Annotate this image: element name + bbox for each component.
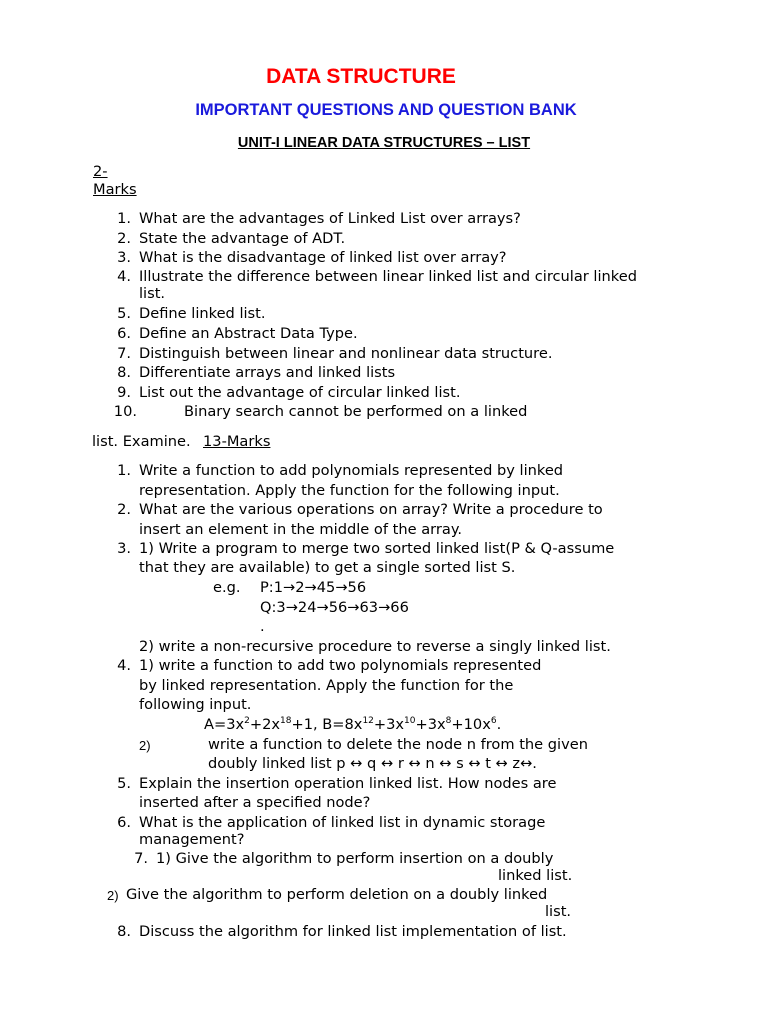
thirteen-marks-heading: 13-Marks [203, 433, 271, 450]
question-text: What is the application of linked list in dynamic storage [139, 814, 546, 831]
list-item: State the advantage of ADT. [139, 230, 346, 247]
question-text: by linked representation. Apply the function for the [139, 677, 514, 694]
sub-question-number: 2) [107, 888, 119, 903]
list-item-number: 3. [117, 249, 131, 266]
list-item-continuation: list. Examine. [92, 433, 191, 450]
list-item-number: 8. [117, 364, 131, 381]
example-list-p: P:1→2→45→56 [260, 579, 367, 596]
question-number: 3. [117, 540, 131, 557]
sub-question-number: 2) [139, 738, 151, 753]
list-item-number: 6. [117, 325, 131, 342]
list-item: Binary search cannot be performed on a linked [184, 403, 528, 420]
document-subtitle: IMPORTANT QUESTIONS AND QUESTION BANK [195, 101, 577, 119]
list-item: Define linked list. [139, 305, 266, 322]
list-item-number: 2. [117, 230, 131, 247]
question-number: 6. [117, 814, 131, 831]
question-text: Explain the insertion operation linked list. How nodes are [139, 775, 557, 792]
unit-heading: UNIT-I LINEAR DATA STRUCTURES – LIST [237, 135, 531, 151]
question-text: that they are available) to get a single sorted list S. [139, 559, 516, 576]
question-text: 1) write a function to add two polynomials represented [139, 657, 542, 674]
list-item: List out the advantage of circular linked list. [139, 384, 461, 401]
list-item: What are the advantages of Linked List over arrays? [139, 210, 521, 227]
polynomial-expression: $A=3x^2+2x^{18}+1$, $B=8x^{12}+3x^{10}+3x^8+10x^6$. [204, 716, 502, 733]
two-marks-heading-line1: 2- [93, 163, 108, 180]
list-item-number: 7. [117, 345, 131, 362]
list-item: What is the disadvantage of linked list over array? [139, 249, 507, 266]
question-text: doubly linked list p ↔ q ↔ r ↔ n ↔ s ↔ t ↔ z↔. [208, 755, 537, 772]
question-number: 8. [117, 923, 131, 940]
question-number: 4. [117, 657, 131, 674]
question-number: 5. [117, 775, 131, 792]
list-item-number: 10. [113, 403, 137, 420]
list-item: Differentiate arrays and linked lists [139, 364, 396, 381]
list-item-continuation: list. [139, 285, 166, 302]
example-list-q: Q:3→24→56→63→66 [260, 599, 409, 616]
list-item-number: 4. [117, 268, 131, 285]
question-text: linked list. [498, 867, 573, 884]
question-text: insert an element in the middle of the array. [139, 521, 463, 538]
example-dot: . [260, 618, 265, 635]
question-number: 1. [117, 462, 131, 479]
question-text: list. [545, 903, 572, 920]
question-text: representation. Apply the function for the following input. [139, 482, 560, 499]
question-text: 2) write a non-recursive procedure to reverse a singly linked list. [139, 638, 611, 655]
two-marks-heading-line2: Marks [93, 181, 137, 198]
question-text: 1) Give the algorithm to perform insertion on a doubly [156, 850, 554, 867]
list-item-number: 5. [117, 305, 131, 322]
question-text: write a function to delete the node n from the given [208, 736, 588, 753]
question-number: 7. [134, 850, 148, 867]
list-item: Illustrate the difference between linear linked list and circular linked [139, 268, 637, 285]
question-text: management? [139, 831, 245, 848]
question-text: inserted after a specified node? [139, 794, 371, 811]
list-item: Define an Abstract Data Type. [139, 325, 358, 342]
document-title: DATA STRUCTURE [266, 65, 456, 88]
question-number: 2. [117, 501, 131, 518]
question-text: What are the various operations on array? Write a procedure to [139, 501, 603, 518]
question-text: 1) Write a program to merge two sorted linked list(P & Q-assume [139, 540, 615, 557]
list-item-number: 1. [117, 210, 131, 227]
question-text: Write a function to add polynomials represented by linked [139, 462, 564, 479]
question-text: Discuss the algorithm for linked list implementation of list. [139, 923, 567, 940]
list-item-number: 9. [117, 384, 131, 401]
question-text: Give the algorithm to perform deletion on a doubly linked [126, 886, 548, 903]
example-label: e.g. [213, 579, 241, 596]
list-item: Distinguish between linear and nonlinear data structure. [139, 345, 553, 362]
question-text: following input. [139, 696, 252, 713]
